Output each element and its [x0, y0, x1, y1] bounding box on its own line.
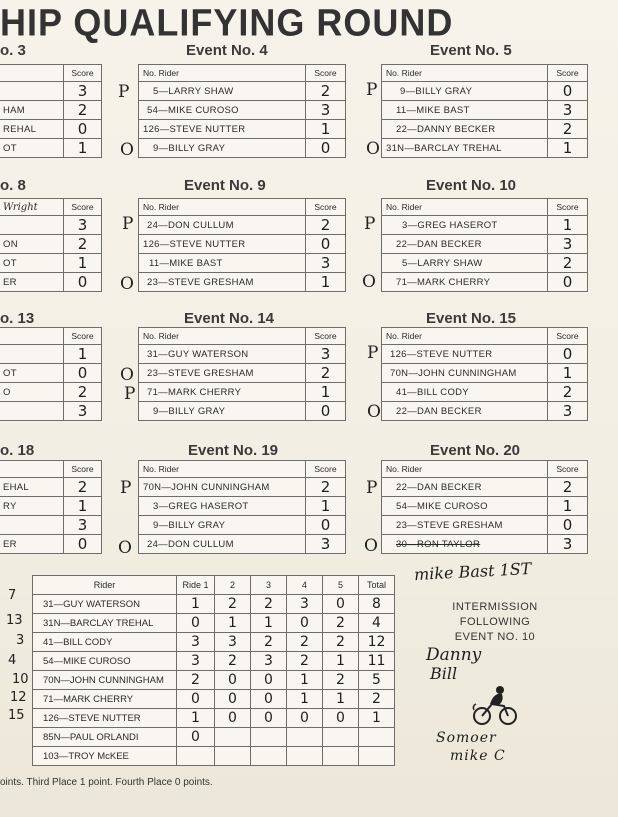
ride-score: 2	[177, 671, 215, 690]
event-19-title: Event No. 19	[188, 442, 279, 459]
ride-score: 3	[287, 595, 323, 614]
ride-score: 0	[177, 614, 215, 633]
summary-rider: 31—GUY WATERSON	[33, 595, 177, 614]
ride-score: 3	[215, 633, 251, 652]
rider-cell: 22—DAN BECKER	[382, 402, 548, 421]
ride-score: 2	[251, 595, 287, 614]
score-cell: 3	[64, 516, 102, 535]
rider-cell: 9—BILLY GRAY	[139, 139, 306, 158]
event-5-table	[381, 64, 588, 158]
ride-score: 2	[323, 633, 359, 652]
score-cell: 3	[64, 402, 102, 421]
score-cell: 0	[64, 535, 102, 554]
ride-score	[251, 728, 287, 747]
ride-score	[215, 747, 251, 766]
rider-cell: 22—DAN BECKER	[382, 235, 548, 254]
event-9-title: Event No. 9	[184, 177, 266, 194]
place-mark: 4	[8, 653, 17, 668]
ride-score: 2	[287, 652, 323, 671]
ride-score	[287, 728, 323, 747]
ride-score: 0	[251, 709, 287, 728]
score-cell: 0	[64, 273, 102, 292]
ride-score: 2	[323, 671, 359, 690]
score-cell: 0	[306, 402, 346, 421]
summary-rider: 54—MIKE CUROSO	[33, 652, 177, 671]
rider-cell: 70N—JOHN CUNNINGHAM	[139, 478, 306, 497]
event-20-table	[381, 460, 588, 554]
score-cell: 1	[306, 497, 346, 516]
score-cell: 1	[306, 273, 346, 292]
score-cell: 3	[548, 535, 588, 554]
rider-cell: 41—BILL CODY	[382, 383, 548, 402]
rider-cell: 22—DAN BECKER	[382, 478, 548, 497]
rider-cell: OT	[0, 139, 64, 158]
rider-cell: 54—MIKE CUROSO	[382, 497, 548, 516]
rider-cell: ER	[0, 273, 64, 292]
summary-row	[33, 633, 395, 652]
event-15-title: Event No. 15	[426, 310, 517, 327]
handwritten-name-2: Bill	[430, 664, 458, 683]
event-20-title: Event No. 20	[430, 442, 521, 459]
rider-cell: 11—MIKE BAST	[139, 254, 306, 273]
col-header-score: Score	[64, 461, 102, 478]
rider-cell: 11—MIKE BAST	[382, 101, 548, 120]
score-cell: 0	[306, 235, 346, 254]
score-cell: 1	[306, 383, 346, 402]
col-header-rider: No. Rider	[382, 461, 548, 478]
rider-cell: HAM	[0, 101, 64, 120]
summary-rider: 126—STEVE NUTTER	[33, 709, 177, 728]
points-footer: oints. Third Place 1 point. Fourth Place 0 points.	[0, 777, 213, 788]
event-18-table	[0, 460, 102, 554]
ride-score: 1	[215, 614, 251, 633]
summary-header-3: 3	[251, 576, 287, 595]
score-cell: 3	[548, 402, 588, 421]
ride-score: 0	[177, 728, 215, 747]
o-mark: O	[367, 402, 381, 422]
score-cell: 1	[64, 345, 102, 364]
col-header-score: Score	[548, 328, 588, 345]
rider-cell: 9—BILLY GRAY	[382, 82, 548, 101]
score-cell: 3	[306, 345, 346, 364]
score-cell: 0	[64, 364, 102, 383]
ride-score: 1	[287, 690, 323, 709]
event-18-title: o. 18	[0, 442, 35, 459]
event-3-table	[0, 64, 102, 158]
rider-cell: 70N—JOHN CUNNINGHAM	[382, 364, 548, 383]
summary-row	[33, 652, 395, 671]
ride-score	[287, 747, 323, 766]
col-header-rider: No. Rider	[139, 65, 306, 82]
summary-row	[33, 671, 395, 690]
ride-score: 3	[251, 652, 287, 671]
ride-score	[215, 728, 251, 747]
score-cell: 2	[548, 120, 588, 139]
p-mark: P	[120, 478, 132, 498]
motorcycle-sketch-icon	[470, 684, 520, 726]
place-mark: 15	[8, 708, 25, 723]
summary-rider: 103—TROY McKEE	[33, 747, 177, 766]
rider-cell: REHAL	[0, 120, 64, 139]
rider-cell: 23—STEVE GRESHAM	[139, 273, 306, 292]
event-3-title: o. 3	[0, 42, 26, 59]
col-header-score: Score	[306, 65, 346, 82]
score-cell: 2	[64, 101, 102, 120]
col-header-rider	[0, 328, 64, 345]
col-header-score: Score	[306, 461, 346, 478]
summary-row	[33, 709, 395, 728]
ride-score: 2	[251, 633, 287, 652]
rider-cell: 5—LARRY SHAW	[139, 82, 306, 101]
col-header-score: Score	[64, 328, 102, 345]
summary-row	[33, 728, 395, 747]
event-15-table	[381, 327, 588, 421]
ride-score: 0	[323, 709, 359, 728]
handwritten-winner-note: mike Bast 1ST	[413, 558, 532, 585]
rider-cell	[0, 216, 64, 235]
p-mark: P	[118, 82, 130, 102]
event-14-title: Event No. 14	[184, 310, 275, 327]
score-cell: 2	[64, 235, 102, 254]
score-cell: 1	[64, 254, 102, 273]
event-8-table	[0, 198, 102, 292]
rider-cell: 22—DANNY BECKER	[382, 120, 548, 139]
summary-rider: 70N—JOHN CUNNINGHAM	[33, 671, 177, 690]
score-cell: 3	[548, 101, 588, 120]
col-header-score: Score	[64, 199, 102, 216]
ride-score	[177, 747, 215, 766]
p-mark: P	[122, 214, 134, 234]
ride-score: 0	[215, 671, 251, 690]
score-cell: 1	[64, 497, 102, 516]
ride-score: 0	[287, 709, 323, 728]
col-header-score: Score	[548, 199, 588, 216]
ride-score: 2	[287, 633, 323, 652]
o-mark: O	[120, 274, 134, 294]
rider-cell: OT	[0, 364, 64, 383]
rider-cell: 3—GREG HASEROT	[139, 497, 306, 516]
col-header-rider: No. Rider	[382, 65, 548, 82]
score-cell: 0	[306, 516, 346, 535]
summary-rider: 41—BILL CODY	[33, 633, 177, 652]
p-mark: P	[364, 214, 376, 234]
event-5-title: Event No. 5	[430, 42, 512, 59]
ride-score	[323, 747, 359, 766]
rider-cell: O	[0, 383, 64, 402]
place-mark: 10	[12, 672, 29, 687]
o-mark: O	[118, 538, 132, 558]
total-score	[359, 728, 395, 747]
handwritten-name-3: Somoer	[436, 730, 497, 746]
page-title: HIP QUALIFYING ROUND	[0, 0, 454, 44]
score-cell: 2	[306, 82, 346, 101]
score-cell: 0	[548, 273, 588, 292]
col-header-rider: No. Rider	[382, 328, 548, 345]
ride-score: 1	[323, 690, 359, 709]
score-cell: 0	[64, 120, 102, 139]
summary-rider: 31N—BARCLAY TREHAL	[33, 614, 177, 633]
rider-cell: 9—BILLY GRAY	[139, 516, 306, 535]
rider-cell: 126—STEVE NUTTER	[139, 120, 306, 139]
summary-rider: 85N—PAUL ORLANDI	[33, 728, 177, 747]
event-13-table	[0, 327, 102, 421]
rider-cell: RY	[0, 497, 64, 516]
summary-table	[32, 575, 395, 766]
rider-cell: 31—GUY WATERSON	[139, 345, 306, 364]
rider-cell: 9—BILLY GRAY	[139, 402, 306, 421]
rider-cell	[0, 345, 64, 364]
rider-cell: 23—STEVE GRESHAM	[382, 516, 548, 535]
place-mark: 7	[8, 588, 17, 603]
event-10-title: Event No. 10	[426, 177, 517, 194]
rider-cell: 126—STEVE NUTTER	[382, 345, 548, 364]
rider-cell: EHAL	[0, 478, 64, 497]
ride-score: 1	[177, 709, 215, 728]
intermission-line-2: FOLLOWING	[459, 616, 531, 628]
rider-cell: ON	[0, 235, 64, 254]
rider-cell	[0, 516, 64, 535]
col-header-rider: No. Rider	[382, 199, 548, 216]
place-mark: 13	[6, 613, 23, 628]
rider-cell: 54—MIKE CUROSO	[139, 101, 306, 120]
summary-header-5: 5	[323, 576, 359, 595]
rider-cell	[0, 402, 64, 421]
summary-row	[33, 595, 395, 614]
rider-cell: 71—MARK CHERRY	[139, 383, 306, 402]
score-cell: 1	[64, 139, 102, 158]
total-score: 11	[359, 652, 395, 671]
ride-score: 3	[177, 633, 215, 652]
score-cell: 1	[548, 139, 588, 158]
o-mark: O	[120, 140, 134, 160]
score-cell: 2	[64, 383, 102, 402]
col-header-rider	[0, 65, 64, 82]
ride-score: 0	[287, 614, 323, 633]
total-score: 12	[359, 633, 395, 652]
summary-header-total: Total	[359, 576, 395, 595]
event-13-title: o. 13	[0, 310, 35, 327]
score-cell: 2	[548, 478, 588, 497]
ride-score: 2	[215, 595, 251, 614]
rider-cell: ER	[0, 535, 64, 554]
score-cell: 0	[548, 516, 588, 535]
score-cell: 3	[548, 235, 588, 254]
summary-header-2: 2	[215, 576, 251, 595]
score-cell: 2	[64, 478, 102, 497]
col-header-score: Score	[306, 199, 346, 216]
o-mark: O	[120, 365, 134, 385]
event-9-table	[138, 198, 346, 292]
event-4-title: Event No. 4	[186, 42, 268, 59]
total-score: 1	[359, 709, 395, 728]
score-cell: 0	[548, 82, 588, 101]
event-10-table	[381, 198, 588, 292]
col-header-rider: No. Rider	[139, 199, 306, 216]
score-cell: 2	[306, 478, 346, 497]
p-mark: P	[366, 80, 378, 100]
summary-header-rider: Rider	[33, 576, 177, 595]
score-cell: 1	[548, 497, 588, 516]
total-score: 8	[359, 595, 395, 614]
ride-score: 1	[323, 652, 359, 671]
col-header-rider: No. Rider	[139, 461, 306, 478]
ride-score	[323, 728, 359, 747]
ride-score: 0	[251, 671, 287, 690]
handwritten-name-1: Danny	[426, 645, 482, 665]
score-cell: 0	[306, 139, 346, 158]
ride-score: 0	[251, 690, 287, 709]
score-cell: 0	[548, 345, 588, 364]
ride-score	[251, 747, 287, 766]
p-mark: P	[124, 384, 136, 404]
ride-score: 0	[323, 595, 359, 614]
total-score	[359, 747, 395, 766]
ride-score: 2	[215, 652, 251, 671]
rider-cell: 3—GREG HASEROT	[382, 216, 548, 235]
score-cell: 1	[548, 364, 588, 383]
rider-cell: 126—STEVE NUTTER	[139, 235, 306, 254]
handwritten-name-4: mike C	[450, 748, 506, 764]
score-cell: 2	[306, 216, 346, 235]
ride-score: 3	[177, 652, 215, 671]
ride-score: 1	[251, 614, 287, 633]
ride-score: 2	[323, 614, 359, 633]
summary-rider: 71—MARK CHERRY	[33, 690, 177, 709]
score-cell: 3	[64, 82, 102, 101]
score-cell: 3	[306, 101, 346, 120]
ride-score: 0	[215, 709, 251, 728]
col-header-rider: No. Rider	[139, 328, 306, 345]
ride-score: 0	[177, 690, 215, 709]
rider-cell: 24—DON CULLUM	[139, 216, 306, 235]
event-19-table	[138, 460, 346, 554]
rider-cell: 31N—BARCLAY TREHAL	[382, 139, 548, 158]
o-mark: O	[364, 536, 378, 556]
score-cell: 3	[64, 216, 102, 235]
intermission-line-3: EVENT NO. 10	[454, 631, 536, 643]
col-header-score: Score	[306, 328, 346, 345]
rider-cell-struck: 30—RON TAYLOR	[382, 535, 548, 554]
summary-header-4: 4	[287, 576, 323, 595]
o-mark: O	[366, 139, 380, 159]
ride-score: 1	[177, 595, 215, 614]
place-mark: 3	[16, 633, 25, 648]
col-header-score: Score	[64, 65, 102, 82]
rider-cell: OT	[0, 254, 64, 273]
place-mark: 12	[10, 690, 27, 705]
event-4-table	[138, 64, 346, 158]
summary-row	[33, 614, 395, 633]
rider-cell: 23—STEVE GRESHAM	[139, 364, 306, 383]
score-cell: 1	[548, 216, 588, 235]
summary-row	[33, 747, 395, 766]
total-score: 2	[359, 690, 395, 709]
score-cell: 2	[548, 383, 588, 402]
col-header-score: Score	[548, 461, 588, 478]
score-cell: 3	[306, 535, 346, 554]
ride-score: 1	[287, 671, 323, 690]
event-8-title: o. 8	[0, 177, 26, 194]
score-cell: 2	[548, 254, 588, 273]
p-mark: P	[366, 478, 378, 498]
rider-cell: 24—DON CULLUM	[139, 535, 306, 554]
p-mark: P	[367, 343, 379, 363]
ride-score: 0	[215, 690, 251, 709]
col-header-rider	[0, 461, 64, 478]
intermission-note	[440, 600, 550, 645]
rider-cell	[0, 82, 64, 101]
score-cell: 2	[306, 364, 346, 383]
summary-header-ride1: Ride 1	[177, 576, 215, 595]
col-header-rider: Wright	[0, 199, 64, 216]
rider-cell: 5—LARRY SHAW	[382, 254, 548, 273]
col-header-score: Score	[548, 65, 588, 82]
score-cell: 1	[306, 120, 346, 139]
score-cell: 3	[306, 254, 346, 273]
total-score: 4	[359, 614, 395, 633]
summary-row	[33, 690, 395, 709]
event-14-table	[138, 327, 346, 421]
rider-cell: 71—MARK CHERRY	[382, 273, 548, 292]
o-mark: O	[362, 272, 376, 292]
intermission-line-1: INTERMISSION	[452, 601, 538, 613]
total-score: 5	[359, 671, 395, 690]
